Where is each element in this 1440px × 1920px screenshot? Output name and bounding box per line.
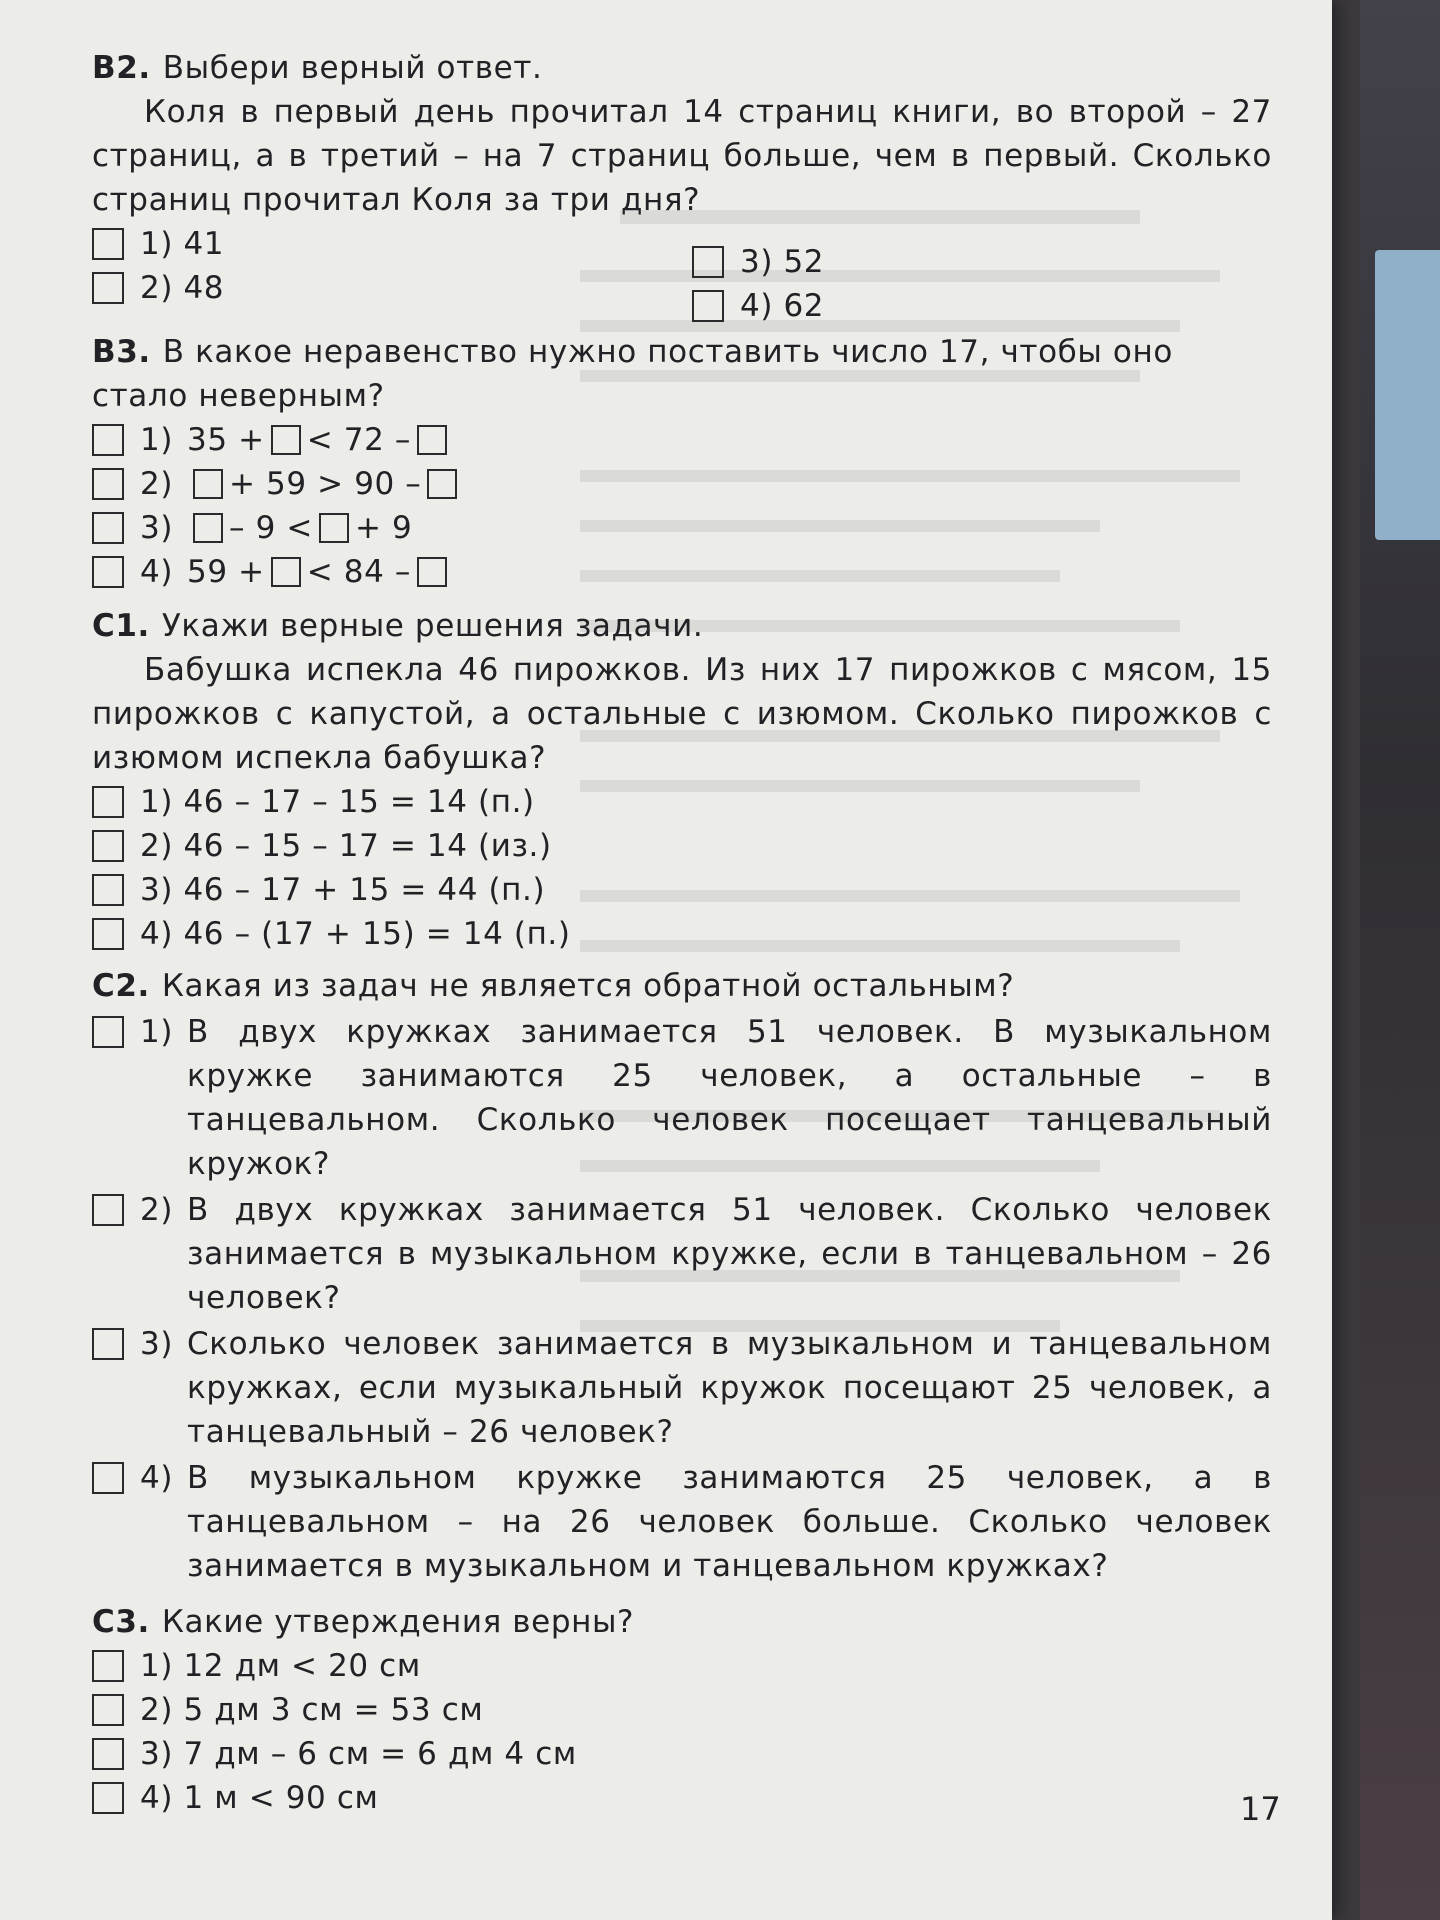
task-c3-option-2[interactable] (92, 1688, 1272, 1732)
expression-part: – 9 < (229, 510, 313, 546)
task-b2-option-3[interactable] (692, 240, 824, 284)
option-number: 3) (140, 1326, 174, 1362)
task-c3-option-1[interactable] (92, 1644, 1272, 1688)
option-label: 1) 41 (140, 226, 225, 262)
answer-checkbox[interactable] (92, 1738, 124, 1770)
task-c3-label: C3. (92, 1604, 150, 1640)
task-b2-header (92, 46, 1272, 90)
option-label: 2) 46 – 15 – 17 = 14 (из.) (140, 828, 552, 864)
option-label: 4) 62 (740, 288, 825, 324)
task-b3-label: B3. (92, 334, 151, 370)
answer-checkbox[interactable] (92, 424, 124, 456)
answer-checkbox[interactable] (92, 1694, 124, 1726)
task-c2-option-3[interactable] (92, 1322, 1272, 1454)
task-c2-title: Какая из задач не является обратной остальным? (161, 968, 1015, 1004)
option-number: 2) (140, 466, 174, 502)
blank-box (417, 557, 447, 587)
answer-checkbox[interactable] (92, 468, 124, 500)
option-label: 4) 46 – (17 + 15) = 14 (п.) (140, 916, 571, 952)
blank-box (193, 513, 223, 543)
task-b2-option-1[interactable] (92, 222, 224, 266)
task-b2-problem: Коля в первый день прочитал 14 страниц книги, во второй – 27 страниц, а в третий – на 7 страниц больше, чем в первый. Сколько страниц прочитал Коля за три дня? (92, 94, 1272, 218)
option-number: 1) (140, 1014, 174, 1050)
task-c2-option-4[interactable] (92, 1456, 1272, 1588)
option-label: 3) 52 (740, 244, 825, 280)
task-c1-option-4[interactable] (92, 912, 1272, 956)
option-text: В двух кружках занимается 51 человек. Сколько человек занимается в музыкальном кружке, если в танцевальном – 26 человек? (187, 1192, 1272, 1316)
task-c1-header (92, 604, 1272, 648)
blank-box (417, 425, 447, 455)
task-b2-title: Выбери верный ответ. (162, 50, 543, 86)
option-label: 3) 46 – 17 + 15 = 44 (п.) (140, 872, 546, 908)
task-b3-header (92, 330, 1272, 418)
answer-checkbox[interactable] (92, 1328, 124, 1360)
task-c1-option-2[interactable] (92, 824, 1272, 868)
answer-checkbox[interactable] (92, 918, 124, 950)
blank-box (271, 425, 301, 455)
option-label: 1) 12 дм < 20 см (140, 1648, 421, 1684)
answer-checkbox[interactable] (692, 290, 724, 322)
task-b2-option-2[interactable] (92, 266, 224, 310)
answer-checkbox[interactable] (92, 830, 124, 862)
task-c1-problem: Бабушка испекла 46 пирожков. Из них 17 пирожков с мясом, 15 пирожков с капустой, а остальные с изюмом. Сколько пирожков с изюмом испекла бабушка? (92, 652, 1272, 776)
blank-box (319, 513, 349, 543)
answer-checkbox[interactable] (92, 556, 124, 588)
blank-box (427, 469, 457, 499)
option-label: 4) 1 м < 90 см (140, 1780, 379, 1816)
option-label: 2) 5 дм 3 см = 53 см (140, 1692, 484, 1728)
task-b2-option-4[interactable] (692, 284, 824, 328)
task-c2-header (92, 964, 1272, 1008)
task-c3-option-3[interactable] (92, 1732, 1272, 1776)
option-label: 3) 7 дм – 6 см = 6 дм 4 см (140, 1736, 577, 1772)
option-text: В музыкальном кружке занимаются 25 человек, а в танцевальном – на 26 человек больше. Сколько человек занимается в музыкальном и танцевальном кружках? (187, 1460, 1272, 1584)
task-b2-label: B2. (92, 50, 151, 86)
answer-checkbox[interactable] (92, 874, 124, 906)
task-c2-label: C2. (92, 968, 150, 1004)
task-b3-option-3[interactable] (92, 506, 1272, 550)
task-c2-option-2[interactable] (92, 1188, 1272, 1320)
option-number: 1) (140, 422, 174, 458)
task-c3-header (92, 1600, 1272, 1644)
option-label: 2) 48 (140, 270, 225, 306)
option-number: 2) (140, 1192, 174, 1228)
answer-checkbox[interactable] (692, 246, 724, 278)
answer-checkbox[interactable] (92, 1462, 124, 1494)
page-number: 17 (1240, 1790, 1281, 1828)
task-b2-options (92, 222, 1272, 330)
expression-part: + 59 > 90 – (229, 466, 422, 502)
task-c2-option-1[interactable] (92, 1010, 1272, 1186)
answer-checkbox[interactable] (92, 1782, 124, 1814)
task-b3-option-2[interactable] (92, 462, 1272, 506)
blank-box (193, 469, 223, 499)
option-number: 4) (140, 1460, 174, 1496)
task-b3-title: В какое неравенство нужно поставить число 17, чтобы оно стало неверным? (92, 334, 1173, 414)
task-c1-label: C1. (92, 608, 150, 644)
answer-checkbox[interactable] (92, 272, 124, 304)
task-c3-title: Какие утверждения верны? (161, 1604, 635, 1640)
answer-checkbox[interactable] (92, 1194, 124, 1226)
task-b3-option-4[interactable] (92, 550, 1272, 594)
option-number: 3) (140, 510, 174, 546)
answer-checkbox[interactable] (92, 228, 124, 260)
task-b3-option-1[interactable] (92, 418, 1272, 462)
answer-checkbox[interactable] (92, 786, 124, 818)
option-label: 1) 46 – 17 – 15 = 14 (п.) (140, 784, 535, 820)
task-c3-option-4[interactable] (92, 1776, 1272, 1820)
blank-box (271, 557, 301, 587)
answer-checkbox[interactable] (92, 512, 124, 544)
background-book (1375, 250, 1440, 540)
page-content (92, 42, 1272, 1820)
expression-part: 59 + (187, 554, 265, 590)
task-c1-title: Укажи верные решения задачи. (161, 608, 704, 644)
expression-part: 35 + (187, 422, 265, 458)
task-c1-option-1[interactable] (92, 780, 1272, 824)
option-text: Сколько человек занимается в музыкальном и танцевальном кружках, если музыкальный кружок посещают 25 человек, а танцевальный – 26 человек? (187, 1326, 1272, 1450)
expression-part: < 72 – (306, 422, 411, 458)
answer-checkbox[interactable] (92, 1016, 124, 1048)
task-c1-option-3[interactable] (92, 868, 1272, 912)
expression-part: < 84 – (306, 554, 411, 590)
option-number: 4) (140, 554, 174, 590)
expression-part: + 9 (354, 510, 413, 546)
answer-checkbox[interactable] (92, 1650, 124, 1682)
option-text: В двух кружках занимается 51 человек. В музыкальном кружке занимаются 25 человек, а остальные – в танцевальном. Сколько человек посещает танцевальный кружок? (187, 1014, 1272, 1182)
